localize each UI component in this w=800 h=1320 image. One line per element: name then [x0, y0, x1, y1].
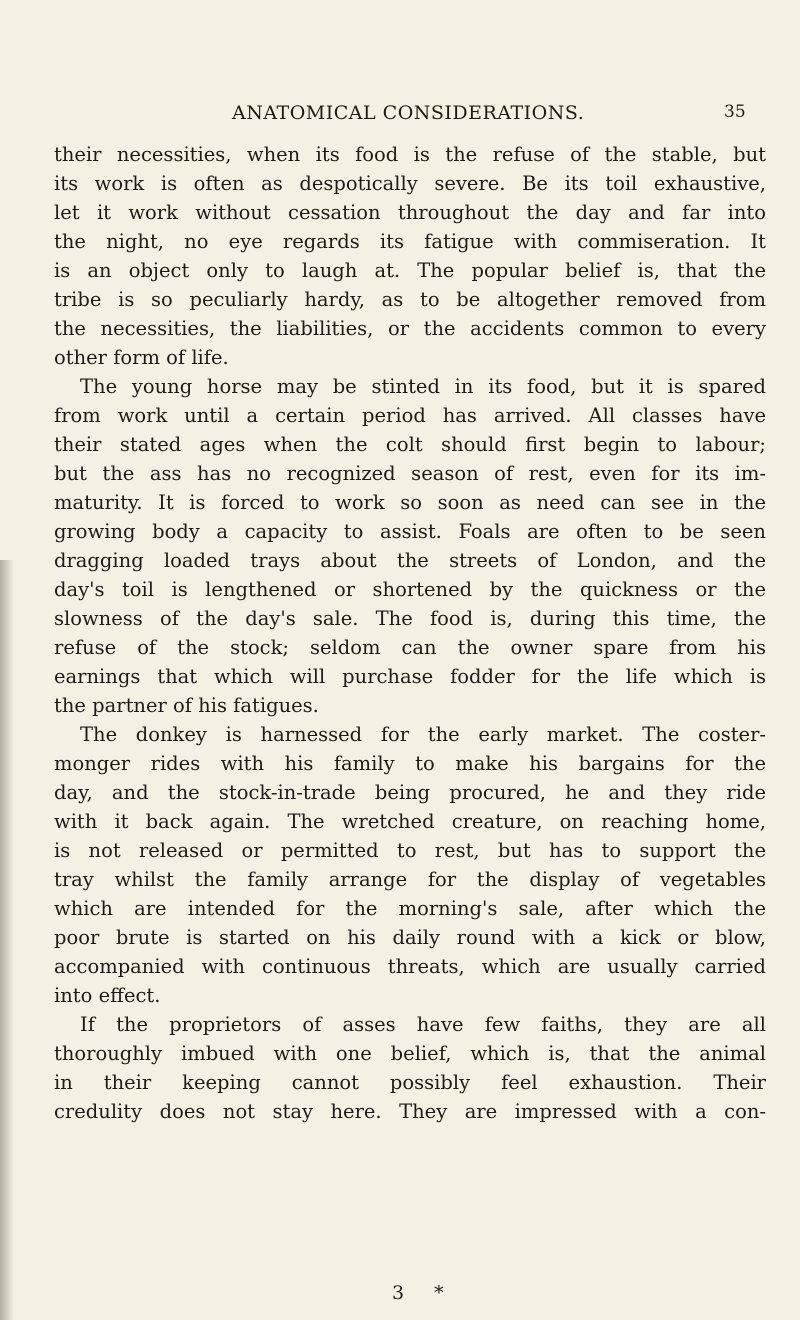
running-head: ANATOMICAL CONSIDERATIONS. [232, 102, 585, 124]
text-line: tribe is so peculiarly hardy, as to be altogether removed from [54, 288, 766, 311]
text-line: their stated ages when the colt should first begin to labour; [54, 433, 766, 456]
text-line: poor brute is started on his daily round with a kick or blow, [54, 926, 766, 949]
text-line: into effect. [54, 984, 161, 1007]
text-line: maturity. It is forced to work so soon as need can see in the [54, 491, 766, 514]
text-line: the necessities, the liabilities, or the accidents common to every [54, 317, 766, 340]
text-line: with it back again. The wretched creature, on reaching home, [54, 810, 766, 833]
text-line: dragging loaded trays about the streets of London, and the [54, 549, 766, 572]
text-line: is an object only to laugh at. The popular belief is, that the [54, 259, 766, 282]
text-line: The donkey is harnessed for the early market. The coster- [80, 723, 766, 746]
text-line: monger rides with his family to make his bargains for the [54, 752, 766, 775]
text-line: the partner of his fatigues. [54, 694, 319, 717]
text-line: credulity does not stay here. They are impressed with a con- [54, 1100, 766, 1123]
text-line: the night, no eye regards its fatigue with commiseration. It [54, 230, 766, 253]
text-line: but the ass has no recognized season of rest, even for its im- [54, 462, 766, 485]
text-line: earnings that which will purchase fodder for the life which is [54, 665, 766, 688]
text-line: If the proprietors of asses have few faiths, they are all [80, 1013, 766, 1036]
signature-mark: 3 * [392, 1282, 456, 1304]
text-line: in their keeping cannot possibly feel exhaustion. Their [54, 1071, 766, 1094]
text-line: let it work without cessation throughout the day and far into [54, 201, 766, 224]
text-line: thoroughly imbued with one belief, which is, that the animal [54, 1042, 766, 1065]
text-line: day, and the stock-in-trade being procured, he and they ride [54, 781, 766, 804]
text-line: other form of life. [54, 346, 229, 369]
text-line: tray whilst the family arrange for the display of vegetables [54, 868, 766, 891]
text-line: which are intended for the morning's sale, after which the [54, 897, 766, 920]
body-text [54, 140, 766, 1126]
text-line: slowness of the day's sale. The food is, during this time, the [54, 607, 766, 630]
binding-shadow [0, 560, 14, 1320]
text-line: from work until a certain period has arrived. All classes have [54, 404, 766, 427]
page-number: 35 [724, 102, 746, 122]
text-line: growing body a capacity to assist. Foals are often to be seen [54, 520, 766, 543]
text-line: accompanied with continuous threats, which are usually carried [54, 955, 766, 978]
text-line: is not released or permitted to rest, but has to support the [54, 839, 766, 862]
text-line: day's toil is lengthened or shortened by the quickness or the [54, 578, 766, 601]
text-line: refuse of the stock; seldom can the owner spare from his [54, 636, 766, 659]
text-line: The young horse may be stinted in its food, but it is spared [80, 375, 766, 398]
page-header [0, 102, 800, 132]
text-line: their necessities, when its food is the refuse of the stable, but [54, 143, 766, 166]
text-line: its work is often as despotically severe. Be its toil exhaustive, [54, 172, 766, 195]
